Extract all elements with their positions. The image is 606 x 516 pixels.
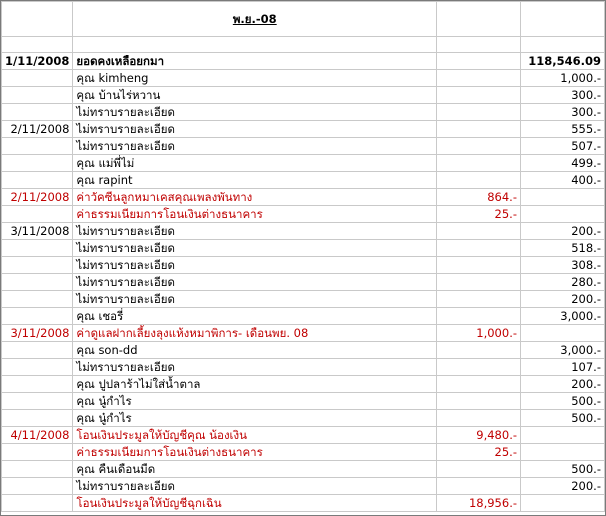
cell-empty[interactable] [2,37,73,53]
ledger-table [1,1,605,512]
expense-cell[interactable]: 25.- [437,444,521,461]
description-cell[interactable]: ไม่ทราบรายละเอียด [73,240,437,257]
income-cell[interactable]: 280.- [521,274,605,291]
income-cell[interactable]: 200.- [521,478,605,495]
expense-cell[interactable] [437,70,521,87]
date-cell[interactable] [2,206,73,223]
date-cell[interactable] [2,495,73,512]
table-row [2,189,605,206]
table-row [2,291,605,308]
income-cell[interactable]: 518.- [521,240,605,257]
date-cell[interactable]: 1/11/2008 [2,53,73,70]
income-cell[interactable]: 555.- [521,121,605,138]
table-row [2,325,605,342]
income-cell[interactable]: 308.- [521,257,605,274]
date-cell[interactable] [2,376,73,393]
description-cell[interactable]: โอนเงินประมูลให้บัญชีฉุกเฉิน [73,495,437,512]
date-cell[interactable] [2,104,73,121]
date-cell[interactable] [2,87,73,104]
description-cell[interactable]: ไม่ทราบรายละเอียด [73,223,437,240]
income-cell[interactable] [521,444,605,461]
description-cell[interactable]: ไม่ทราบรายละเอียด [73,478,437,495]
table-row [2,444,605,461]
income-cell[interactable]: 200.- [521,291,605,308]
expense-cell[interactable] [437,308,521,325]
date-cell[interactable] [2,393,73,410]
description-cell[interactable]: ค่าธรรมเนียมการโอนเงินต่างธนาคาร [73,206,437,223]
table-row [2,393,605,410]
table-row [2,478,605,495]
income-cell[interactable]: 500.- [521,393,605,410]
cell-empty[interactable] [2,2,73,37]
description-cell[interactable]: ยอดคงเหลือยกมา [73,53,437,70]
description-cell[interactable]: ค่าดูแลฝากเลี้ยงลุงแห้งหมาพิการ- เดือนพย. 08 [73,325,437,342]
expense-cell[interactable] [437,172,521,189]
date-cell[interactable] [2,410,73,427]
expense-cell[interactable] [437,104,521,121]
table-row [2,495,605,512]
description-cell[interactable]: ไม่ทราบรายละเอียด [73,359,437,376]
description-cell[interactable]: ไม่ทราบรายละเอียด [73,274,437,291]
income-cell[interactable]: 200.- [521,223,605,240]
table-row [2,155,605,172]
description-cell[interactable]: ค่าธรรมเนียมการโอนเงินต่างธนาคาร [73,444,437,461]
expense-cell[interactable] [437,257,521,274]
expense-cell[interactable] [437,393,521,410]
expense-cell[interactable] [437,342,521,359]
expense-cell[interactable] [437,461,521,478]
table-row [2,206,605,223]
description-cell[interactable]: คุณ rapint [73,172,437,189]
cell-empty[interactable] [437,37,521,53]
table-row [2,53,605,70]
income-cell[interactable] [521,189,605,206]
date-cell[interactable] [2,240,73,257]
income-cell[interactable]: 300.- [521,87,605,104]
expense-cell[interactable] [437,359,521,376]
date-cell[interactable] [2,274,73,291]
date-cell[interactable] [2,70,73,87]
description-cell[interactable]: ไม่ทราบรายละเอียด [73,121,437,138]
date-cell[interactable] [2,257,73,274]
date-cell[interactable]: 2/11/2008 [2,189,73,206]
date-cell[interactable] [2,138,73,155]
income-cell[interactable]: 507.- [521,138,605,155]
table-row [2,274,605,291]
description-cell[interactable]: คุณ นู๋กำไร [73,393,437,410]
title-row [2,2,605,37]
expense-cell[interactable] [437,53,521,70]
cell-empty[interactable] [437,2,521,37]
ledger-body [2,2,605,512]
table-row [2,257,605,274]
expense-cell[interactable] [437,410,521,427]
date-cell[interactable] [2,478,73,495]
date-cell[interactable] [2,172,73,189]
table-row [2,121,605,138]
income-cell[interactable] [521,325,605,342]
expense-cell[interactable]: 9,480.- [437,427,521,444]
description-cell[interactable]: คุณ คืนเดือนมืด [73,461,437,478]
date-cell[interactable]: 3/11/2008 [2,325,73,342]
table-row [2,410,605,427]
income-cell[interactable]: 3,000.- [521,342,605,359]
expense-cell[interactable]: 18,956.- [437,495,521,512]
table-row [2,342,605,359]
description-cell[interactable]: ไม่ทราบรายละเอียด [73,291,437,308]
income-cell[interactable]: 400.- [521,172,605,189]
income-cell[interactable]: 3,000.- [521,308,605,325]
expense-cell[interactable]: 1,000.- [437,325,521,342]
description-cell[interactable]: คุณ ปูปลาร้าไม่ใส่น้ำตาล [73,376,437,393]
date-cell[interactable] [2,461,73,478]
description-cell[interactable]: โอนเงินประมูลให้บัญชีคุณ น้องเงิน [73,427,437,444]
description-cell[interactable]: ไม่ทราบรายละเอียด [73,104,437,121]
table-row [2,308,605,325]
expense-cell[interactable]: 25.- [437,206,521,223]
expense-cell[interactable] [437,121,521,138]
income-cell[interactable]: 300.- [521,104,605,121]
table-row [2,70,605,87]
expense-cell[interactable]: 864.- [437,189,521,206]
date-cell[interactable]: 3/11/2008 [2,223,73,240]
cell-empty[interactable] [521,2,605,37]
expense-cell[interactable] [437,291,521,308]
table-row [2,359,605,376]
date-cell[interactable]: 4/11/2008 [2,427,73,444]
income-cell[interactable]: 499.- [521,155,605,172]
cell-empty[interactable] [73,37,437,53]
date-cell[interactable] [2,444,73,461]
income-cell[interactable]: 1,000.- [521,70,605,87]
description-cell[interactable]: ไม่ทราบรายละเอียด [73,138,437,155]
income-cell[interactable] [521,206,605,223]
income-cell[interactable] [521,495,605,512]
description-cell[interactable]: คุณ บ้านไร่หวาน [73,87,437,104]
table-row [2,376,605,393]
income-cell[interactable]: 200.- [521,376,605,393]
date-cell[interactable] [2,342,73,359]
income-cell[interactable] [521,427,605,444]
description-cell[interactable]: คุณ เชอรี่ [73,308,437,325]
expense-cell[interactable] [437,274,521,291]
income-cell[interactable]: 107.- [521,359,605,376]
description-cell[interactable]: ไม่ทราบรายละเอียด [73,257,437,274]
income-cell[interactable]: 500.- [521,461,605,478]
table-row [2,461,605,478]
expense-cell[interactable] [437,87,521,104]
table-row [2,427,605,444]
income-cell[interactable]: 500.- [521,410,605,427]
expense-cell[interactable] [437,478,521,495]
description-cell[interactable]: คุณ แม่พี่ไม่ [73,155,437,172]
table-row [2,87,605,104]
table-row [2,104,605,121]
date-cell[interactable] [2,359,73,376]
date-cell[interactable] [2,308,73,325]
date-cell[interactable] [2,155,73,172]
blank-row [2,37,605,53]
description-cell[interactable]: คุณ son-dd [73,342,437,359]
description-cell[interactable]: ค่าวัคซีนลูกหมาเคสคุณเพลงพันทาง [73,189,437,206]
income-cell[interactable]: 118,546.09 [521,53,605,70]
table-row [2,172,605,189]
expense-cell[interactable] [437,223,521,240]
date-cell[interactable]: 2/11/2008 [2,121,73,138]
table-row [2,223,605,240]
expense-cell[interactable] [437,376,521,393]
cell-empty[interactable] [521,37,605,53]
expense-cell[interactable] [437,138,521,155]
table-row [2,240,605,257]
date-cell[interactable] [2,291,73,308]
table-row [2,138,605,155]
expense-cell[interactable] [437,155,521,172]
expense-cell[interactable] [437,240,521,257]
description-cell[interactable]: คุณ นู๋กำไร [73,410,437,427]
sheet-title[interactable]: พ.ย.-08 [73,2,437,37]
description-cell[interactable]: คุณ kimheng [73,70,437,87]
